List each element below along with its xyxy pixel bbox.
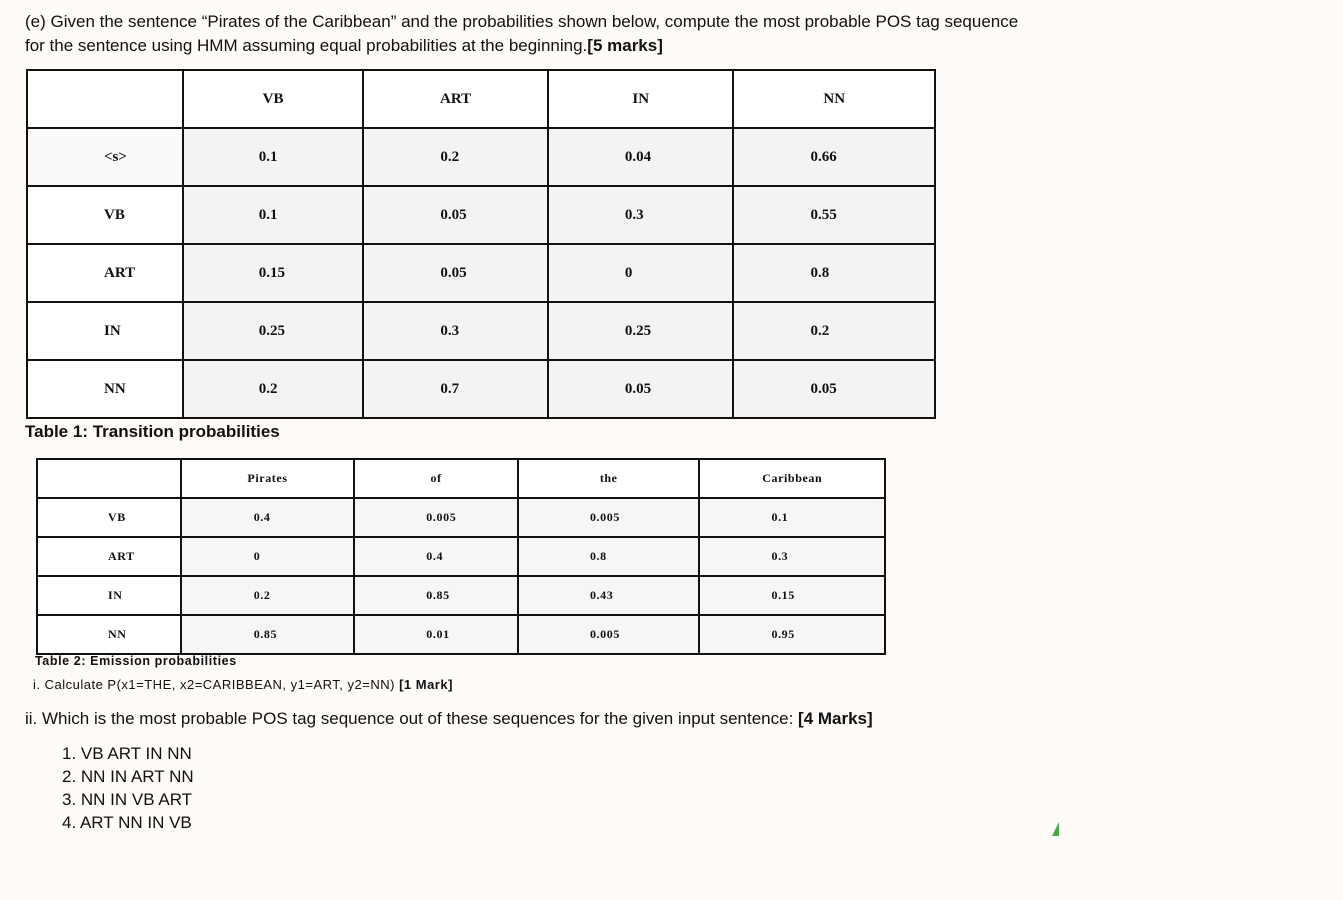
option-item: 3. NN IN VB ART — [62, 790, 193, 809]
table-cell: 0.15 — [699, 576, 885, 615]
column-header: the — [518, 459, 700, 498]
table-cell: 0.005 — [354, 498, 518, 537]
subquestion-i: i. Calculate P(x1=THE, x2=CARIBBEAN, y1=ART, y2=NN) [1 Mark] — [33, 677, 453, 692]
table-cell: 0.7 — [363, 360, 548, 418]
table-header-row — [27, 70, 935, 128]
row-header: NN — [37, 615, 181, 654]
table-cell: 0.25 — [548, 302, 734, 360]
column-header: ART — [363, 70, 548, 128]
question-text: (e) Given the sentence “Pirates of the Caribbean” and the probabilities shown below, compute the most probable POS tag sequence for the sentence using HMM assuming equal probabilities at the beginning.[5 marks] — [25, 12, 1019, 55]
table-cell: 0.2 — [183, 360, 364, 418]
options-list — [62, 742, 194, 834]
subquestion-ii: ii. Which is the most probable POS tag sequence out of these sequences for the given input sentence: [4 Marks] — [25, 709, 873, 728]
table-row — [37, 498, 885, 537]
table-cell: 0.8 — [733, 244, 935, 302]
table-cell: 0.8 — [518, 537, 700, 576]
column-header: Pirates — [181, 459, 355, 498]
option-item: 2. NN IN ART NN — [62, 767, 194, 786]
column-header: IN — [548, 70, 734, 128]
column-header: Caribbean — [699, 459, 885, 498]
row-header: IN — [27, 302, 183, 360]
table-row — [37, 537, 885, 576]
emission-table — [36, 458, 886, 655]
row-header: ART — [37, 537, 181, 576]
column-header: VB — [183, 70, 364, 128]
option-item: 1. VB ART IN NN — [62, 744, 192, 763]
table-row — [37, 576, 885, 615]
table-header-row — [37, 459, 885, 498]
table-cell: 0.2 — [363, 128, 548, 186]
table-row — [27, 186, 935, 244]
table-cell: 0.3 — [548, 186, 734, 244]
table-cell: 0 — [548, 244, 734, 302]
table-cell: 0.4 — [354, 537, 518, 576]
row-header: <s> — [27, 128, 183, 186]
table-cell: 0.05 — [548, 360, 734, 418]
table-cell: 0.85 — [181, 615, 355, 654]
table-cell: 0.05 — [363, 186, 548, 244]
table-cell: 0.95 — [699, 615, 885, 654]
table-cell: 0.3 — [699, 537, 885, 576]
row-header: IN — [37, 576, 181, 615]
table-cell: 0.1 — [183, 128, 364, 186]
row-header: NN — [27, 360, 183, 418]
table-cell: 0.05 — [363, 244, 548, 302]
table-cell: 0.2 — [733, 302, 935, 360]
row-header: VB — [37, 498, 181, 537]
table-cell: 0.05 — [733, 360, 935, 418]
table1-caption: Table 1: Transition probabilities — [25, 422, 280, 441]
table-row — [27, 360, 935, 418]
table-cell: 0.1 — [183, 186, 364, 244]
table-row — [37, 615, 885, 654]
table-cell: 0.04 — [548, 128, 734, 186]
column-header: NN — [733, 70, 935, 128]
subquestion-ii-marks: [4 Marks] — [798, 709, 873, 728]
table-cell: 0.55 — [733, 186, 935, 244]
table-cell: 0.01 — [354, 615, 518, 654]
table-cell: 0.005 — [518, 498, 700, 537]
table-row — [27, 128, 935, 186]
row-header: ART — [27, 244, 183, 302]
table-cell: 0.2 — [181, 576, 355, 615]
table-cell: 0.4 — [181, 498, 355, 537]
table-cell: 0.15 — [183, 244, 364, 302]
corner-cell — [27, 70, 183, 128]
option-item: 4. ART NN IN VB — [62, 813, 192, 832]
table-cell: 0.66 — [733, 128, 935, 186]
subquestion-i-marks: [1 Mark] — [399, 677, 453, 692]
table2-caption: Table 2: Emission probabilities — [35, 654, 237, 668]
question-marks: [5 marks] — [587, 35, 663, 55]
table-cell: 0.1 — [699, 498, 885, 537]
table-cell: 0.3 — [363, 302, 548, 360]
table-cell: 0.25 — [183, 302, 364, 360]
table-cell: 0.005 — [518, 615, 700, 654]
transition-table — [26, 69, 936, 419]
table-row — [27, 244, 935, 302]
cursor-marker-icon — [1052, 822, 1059, 836]
column-header: of — [354, 459, 518, 498]
table-cell: 0.85 — [354, 576, 518, 615]
row-header: VB — [27, 186, 183, 244]
corner-cell — [37, 459, 181, 498]
table-cell: 0.43 — [518, 576, 700, 615]
table-row — [27, 302, 935, 360]
table-cell: 0 — [181, 537, 355, 576]
